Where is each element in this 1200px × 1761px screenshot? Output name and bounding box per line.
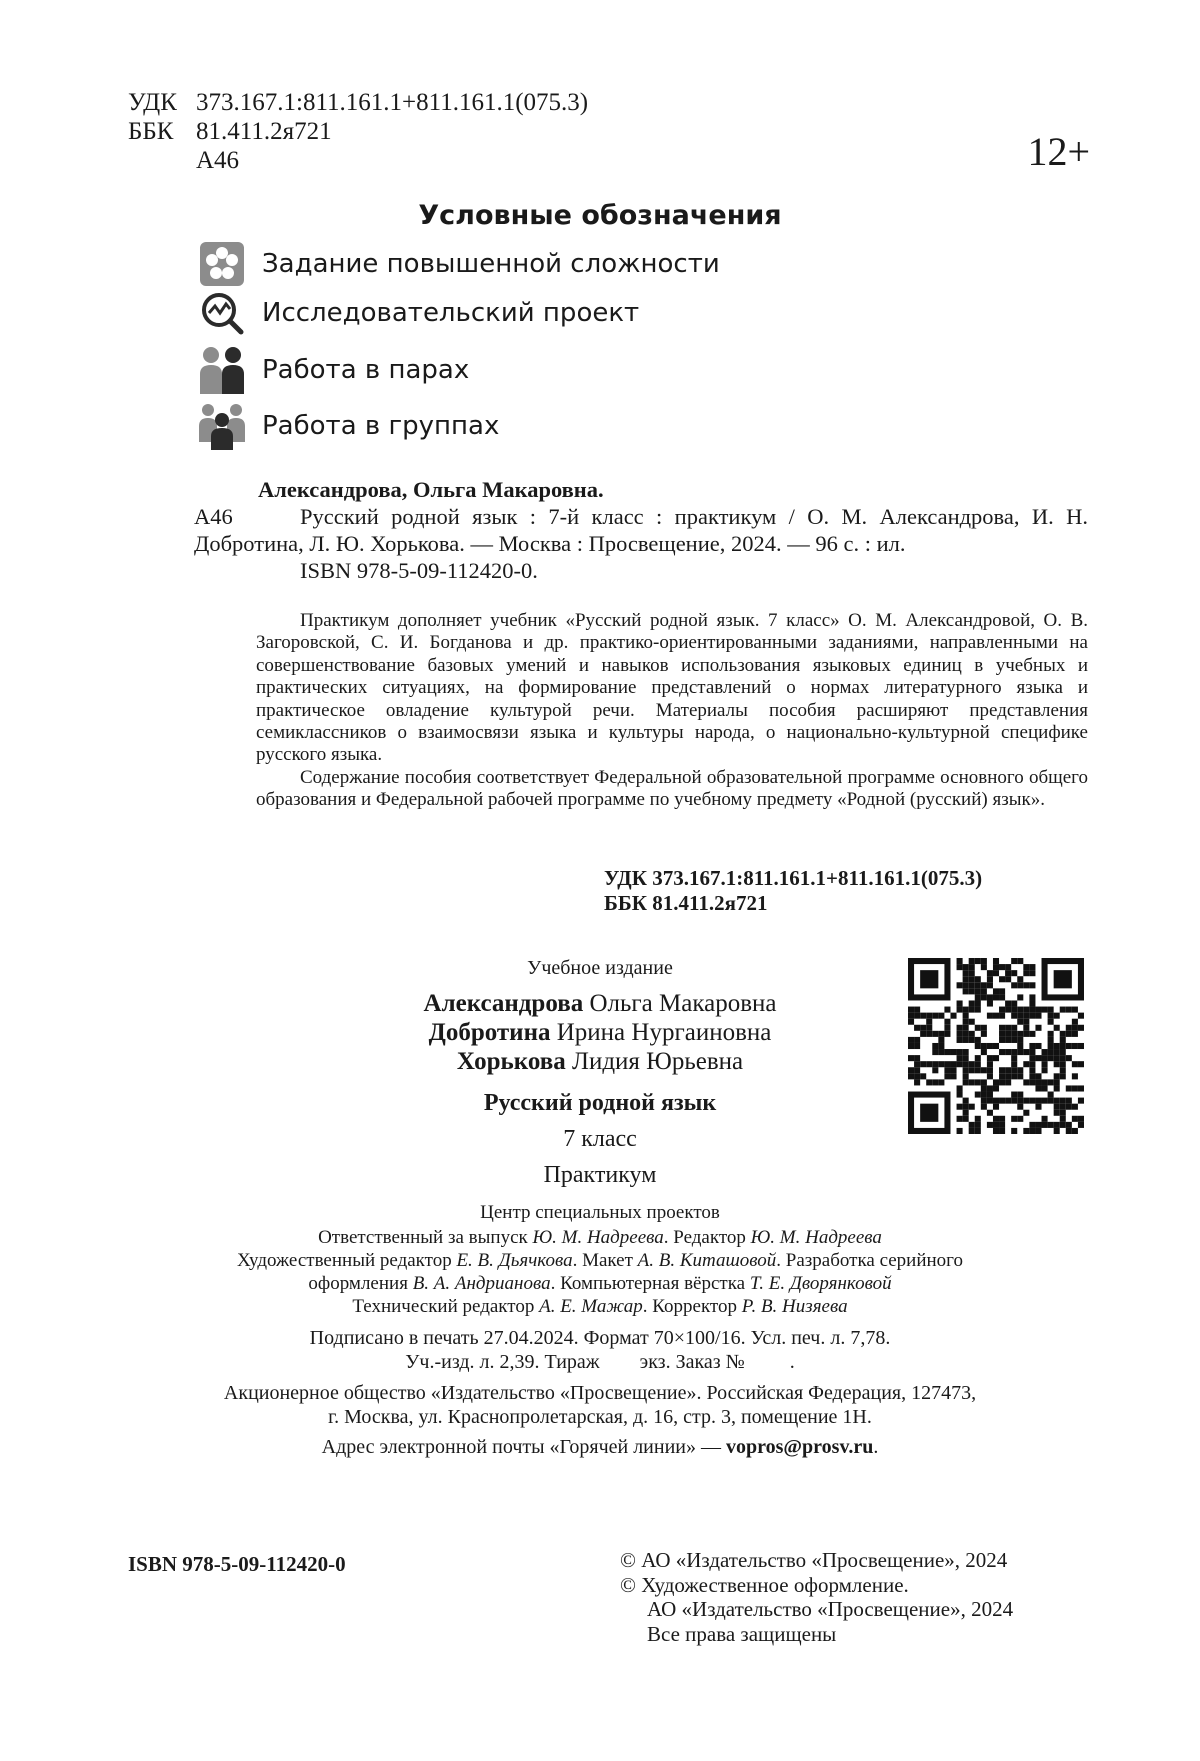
author-2-surname: Добротина (428, 1019, 551, 1046)
bib-author-heading: Александрова, Ольга Макаровна. (258, 477, 604, 502)
bibliographic-record (194, 476, 1088, 584)
print-line-1: Подписано в печать 27.04.2024. Формат 70×100/16. Усл. печ. л. 7,78. (309, 1327, 891, 1349)
bbk-label: ББК (128, 118, 174, 145)
author-1-name: Ольга Макаровна (589, 990, 777, 1017)
group-people-icon (198, 402, 246, 450)
copyright-publisher: © АО «Издательство «Просвещение», 2024 (620, 1548, 1008, 1572)
copyright-design-owner: АО «Издательство «Просвещение», 2024 (647, 1597, 1014, 1621)
legend-label-difficult: Задание повышенной сложности (262, 249, 720, 279)
imprint-grade: 7 класс (563, 1126, 637, 1152)
legend-item-pairs (198, 346, 469, 394)
author-3-surname: Хорькова (456, 1048, 566, 1075)
annotation-paragraph-2: Содержание пособия соответствует Федеральной образовательной программе основного общего образования и Федеральной рабочей программе по учебному предмету «Родной (русский) язык». (256, 766, 1088, 811)
udk-value: 373.167.1:811.161.1+811.161.1(075.3) (196, 89, 589, 116)
author-2-name: Ирина Нургаиновна (556, 1019, 772, 1046)
bib-bbk-line: ББК 81.411.2я721 (604, 891, 768, 915)
email-label: Адрес электронной почты «Горячей линии» — (321, 1436, 721, 1458)
bib-code: А46 (194, 504, 233, 529)
copyright-block (620, 1548, 1013, 1646)
udk-label: УДК (128, 89, 177, 116)
imprint-title: Русский родной язык (483, 1090, 717, 1116)
copyright-design: © Художественное оформление. (620, 1572, 909, 1597)
publisher-line-1: Акционерное общество «Издательство «Просвещение». Российская Федерация, 127473, (223, 1382, 977, 1404)
pair-people-icon (198, 346, 246, 394)
imprint-tech-line: Технический редактор А. Е. Мажар. Корректор Р. В. Низяева (352, 1296, 848, 1317)
imprint-design-line: оформления В. А. Андрианова. Компьютерная вёрстка Т. Е. Дворянковой (308, 1273, 892, 1294)
annotation-paragraph-1: Практикум дополняет учебник «Русский родной язык. 7 класс» О. М. Александровой, О. В. Загоровской, С. И. Богданова и др. практико-ориентированными заданиями, направленными на совершенствование базовых умений и навыков использования языковых единиц в учебных и практических ситуациях, на формирование представлений о нормах литературного языка и практическое овладение культурой речи. Материалы пособия расширяют представления семиклассников о взаимосвязи языка и культуры народа, о национально-культурной специфике русского языка. (256, 610, 1088, 766)
legend-item-groups (198, 402, 499, 450)
rights-reserved: Все права защищены (647, 1621, 837, 1646)
imprint-responsible-line: Ответственный за выпуск Ю. М. Надреева. Редактор Ю. М. Надреева (318, 1227, 882, 1248)
legend-item-difficult (198, 240, 720, 288)
legend-label-groups: Работа в группах (262, 411, 500, 441)
print-line-2: Уч.-изд. л. 2,39. Тираж экз. Заказ № . (405, 1351, 795, 1373)
imprint-art-line: Художественный редактор Е. В. Дьячкова. Макет А. В. Киташовой. Разработка серийного (237, 1250, 963, 1271)
bib-isbn: ISBN 978-5-09-112420-0. (300, 558, 538, 583)
bib-udk-line: УДК 373.167.1:811.161.1+811.161.1(075.3) (604, 866, 983, 890)
footer-isbn: ISBN 978-5-09-112420-0 (128, 1552, 346, 1576)
annotation (256, 610, 1088, 812)
edition-type: Учебное издание (527, 957, 673, 979)
legend-item-research (198, 289, 639, 337)
magnifier-chart-icon (198, 289, 246, 337)
email-line: Адрес электронной почты «Горячей линии» — vopros@prosv.ru. (321, 1436, 879, 1458)
legend-label-pairs: Работа в парах (262, 355, 470, 385)
imprint-book-type: Практикум (543, 1162, 657, 1188)
publisher-line-2: г. Москва, ул. Краснопролетарская, д. 16, стр. 3, помещение 1Н. (328, 1406, 872, 1428)
classification-block (128, 88, 588, 175)
bbk-value: 81.411.2я721 (196, 118, 332, 145)
age-rating: 12+ (1027, 129, 1090, 174)
email-link[interactable]: vopros@prosv.ru (726, 1436, 874, 1458)
author-sign: А46 (196, 147, 240, 174)
qr-code (908, 958, 1084, 1134)
bib-description: Русский родной язык : 7-й класс : практикум / О. М. Александрова, И. Н. Добротина, Л. Ю. Хорькова. — Москва : Просвещение, 2024. — 96 с. : ил. (194, 504, 1088, 556)
legend-label-research: Исследовательский проект (262, 298, 640, 328)
author-3-name: Лидия Юрьевна (571, 1048, 744, 1075)
bib-index-block (604, 866, 982, 916)
imprint-center: Центр специальных проектов (480, 1202, 720, 1223)
author-1-surname: Александрова (423, 990, 584, 1017)
legend-title: Условные обозначения (418, 200, 782, 231)
flower-icon (198, 240, 246, 288)
